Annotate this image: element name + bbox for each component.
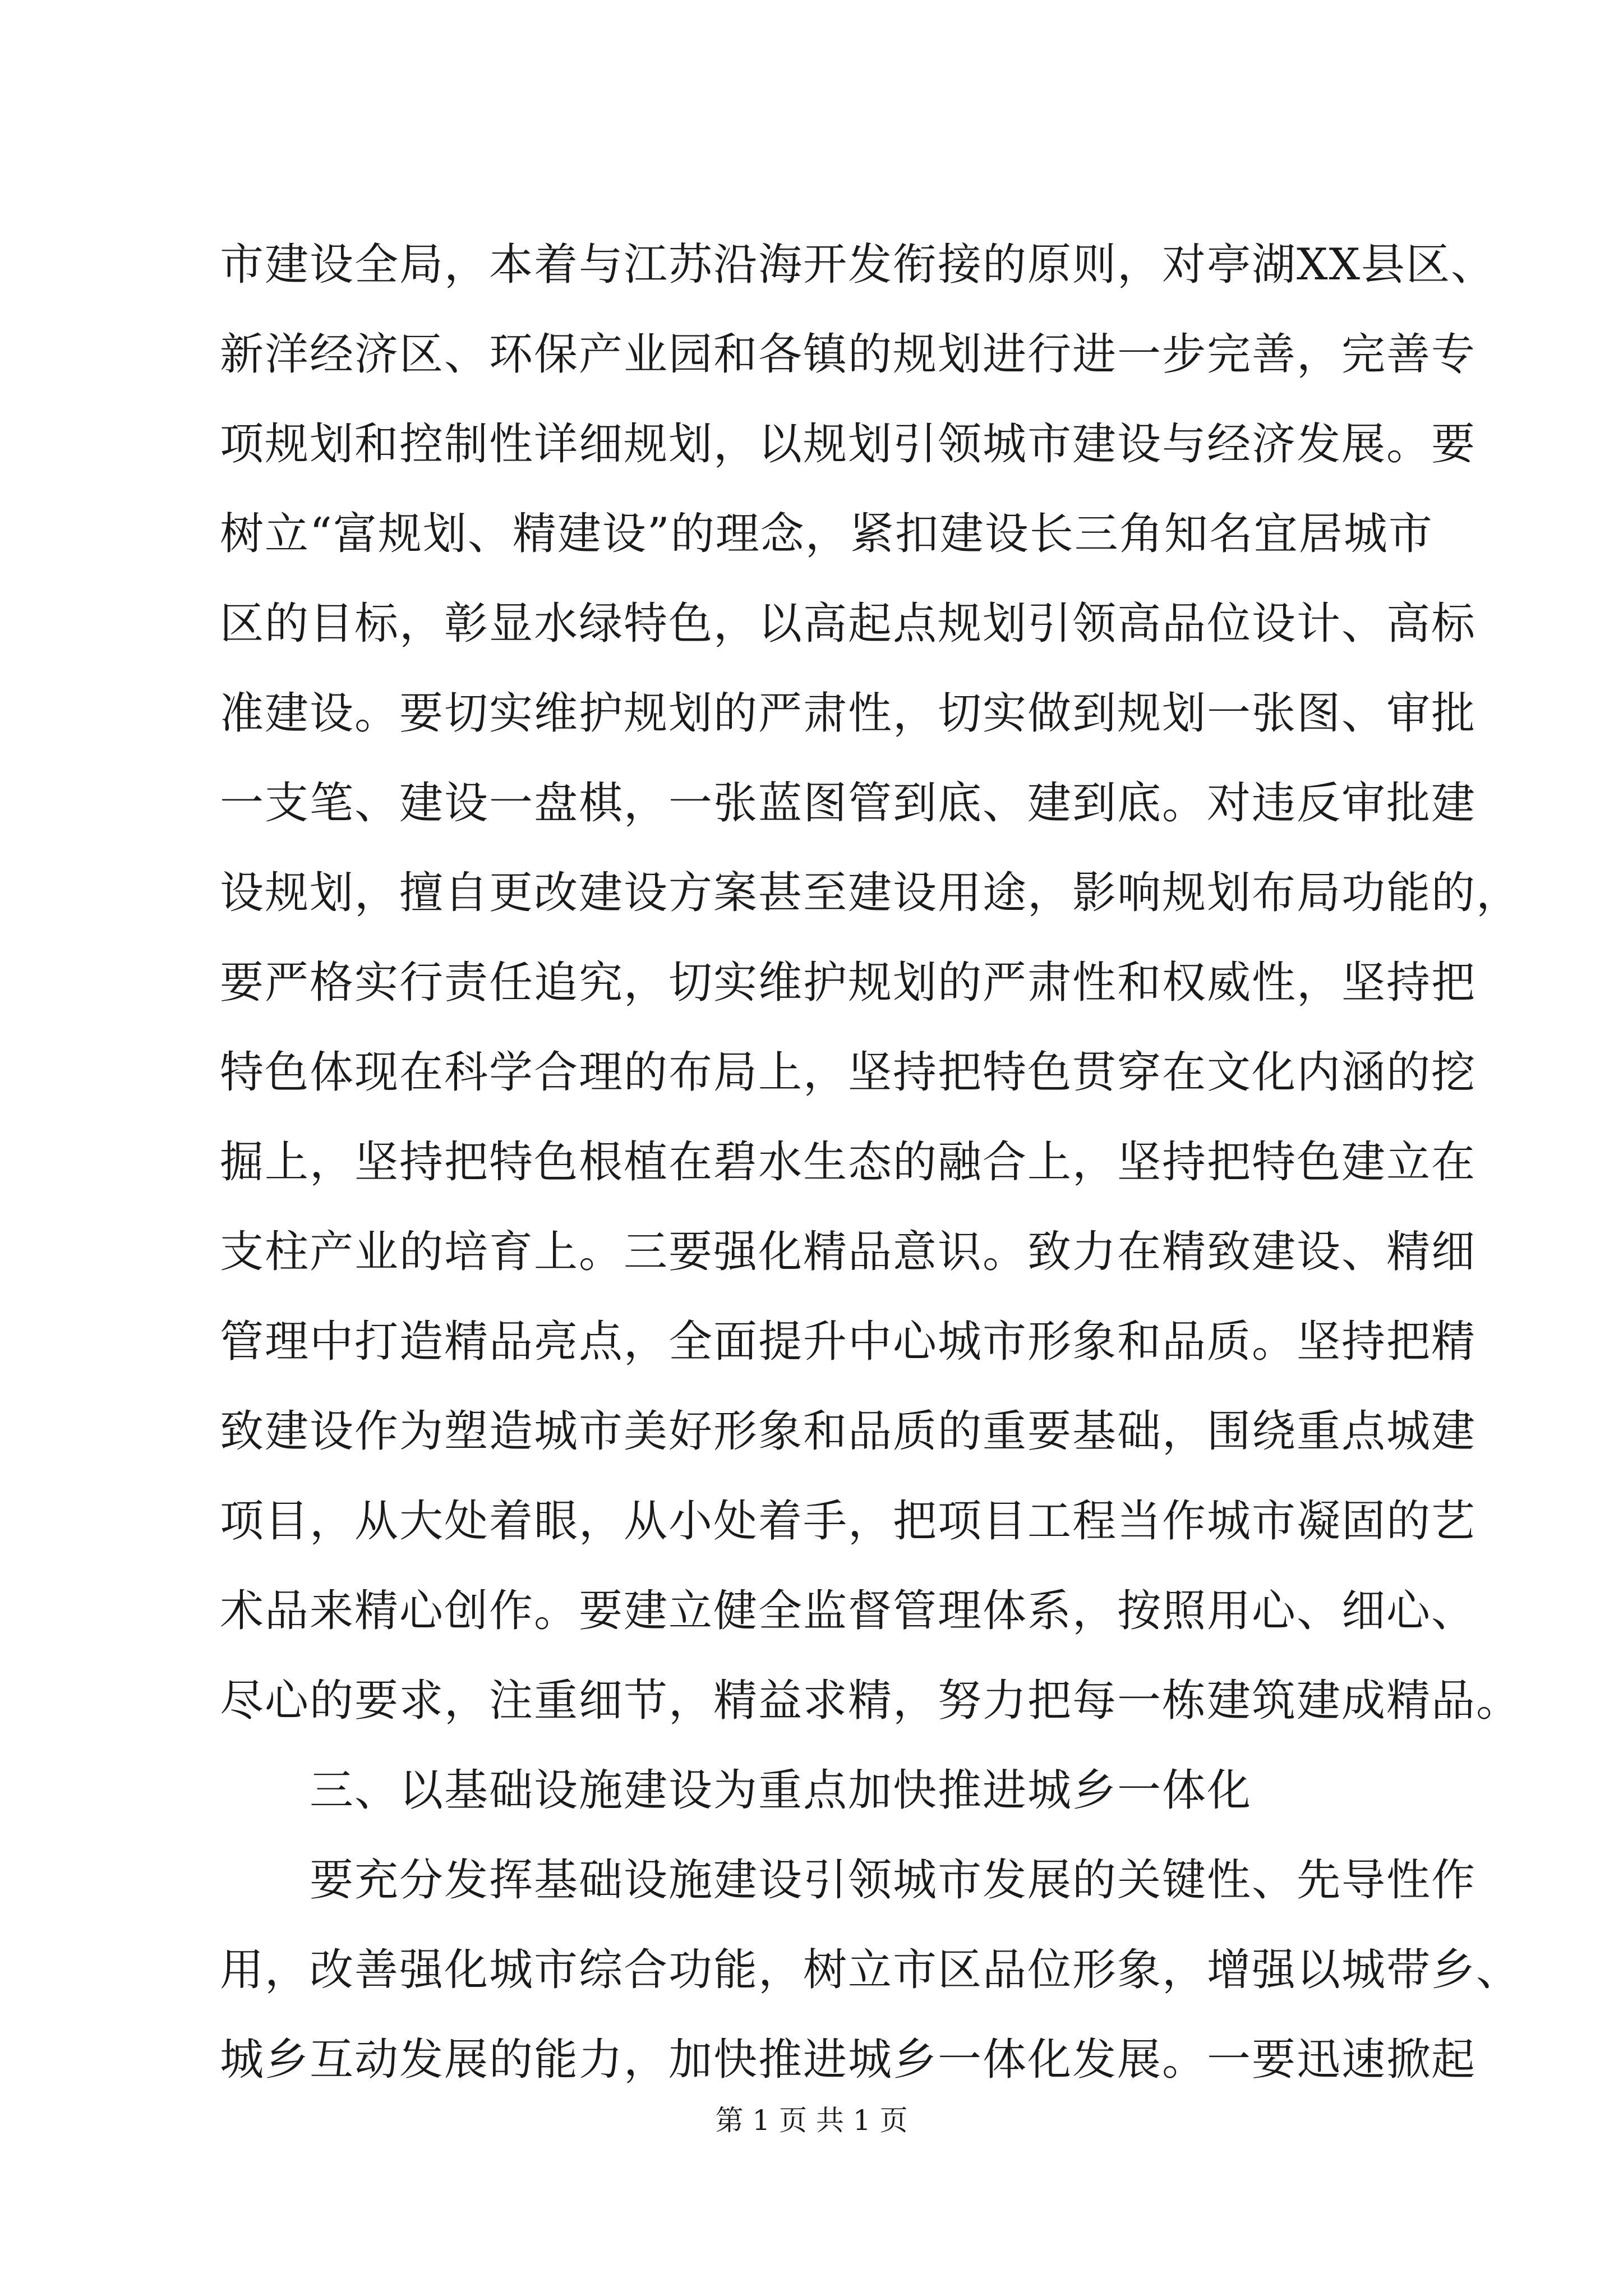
text-line: 准建设。要切实维护规划的严肃性，切实做到规划一张图、审批 — [220, 688, 1477, 739]
text-line: 项规划和控制性详细规划，以规划引领城市建设与经济发展。要 — [220, 419, 1477, 470]
text-line: 用，改善强化城市综合功能，树立市区品位形象，增强以城带乡、 — [220, 1945, 1521, 1995]
text-line: 管理中打造精品亮点，全面提升中心城市形象和品质。坚持把精 — [220, 1317, 1477, 1367]
text-line: 树立“富规划、精建设”的理念，紧扣建设长三角知名宜居城市 — [220, 509, 1433, 559]
text-line: 市建设全局，本着与江苏沿海开发衔接的原则，对亭湖XX县区、 — [220, 240, 1496, 290]
text-line: 设规划，擅自更改建设方案甚至建设用途，影响规划布局功能的， — [220, 868, 1521, 918]
text-line: 致建设作为塑造城市美好形象和品质的重要基础，围绕重点城建 — [220, 1406, 1477, 1457]
text-line: 术品来精心创作。要建立健全监督管理体系，按照用心、细心、 — [220, 1586, 1477, 1636]
text-line: 区的目标，彰显水绿特色，以高起点规划引领高品位设计、高标 — [220, 599, 1477, 649]
text-line: 掘上，坚持把特色根植在碧水生态的融合上，坚持把特色建立在 — [220, 1137, 1477, 1188]
text-line: 一支笔、建设一盘棋，一张蓝图管到底、建到底。对违反审批建 — [220, 778, 1477, 829]
page-footer — [0, 2101, 1623, 2140]
text-line: 新洋经济区、环保产业园和各镇的规划进行进一步完善，完善专 — [220, 329, 1477, 380]
text-line: 要充分发挥基础设施建设引领城市发展的关键性、先导性作 — [310, 1855, 1477, 1906]
text-line: 城乡互动发展的能力，加快推进城乡一体化发展。一要迅速掀起 — [220, 2035, 1477, 2085]
text-line: 项目，从大处着眼，从小处着手，把项目工程当作城市凝固的艺 — [220, 1496, 1477, 1547]
text-line: 特色体现在科学合理的布局上，坚持把特色贯穿在文化内涵的挖 — [220, 1047, 1477, 1098]
text-line: 支柱产业的培育上。三要强化精品意识。致力在精致建设、精细 — [220, 1227, 1477, 1277]
page-number-label: 第 1 页 共 1 页 — [715, 2104, 908, 2137]
text-line: 尽心的要求，注重细节，精益求精，努力把每一栋建筑建成精品。 — [220, 1676, 1521, 1726]
section-heading: 三、以基础设施建设为重点加快推进城乡一体化 — [310, 1765, 1252, 1816]
text-line: 要严格实行责任追究，切实维护规划的严肃性和权威性，坚持把 — [220, 958, 1477, 1008]
